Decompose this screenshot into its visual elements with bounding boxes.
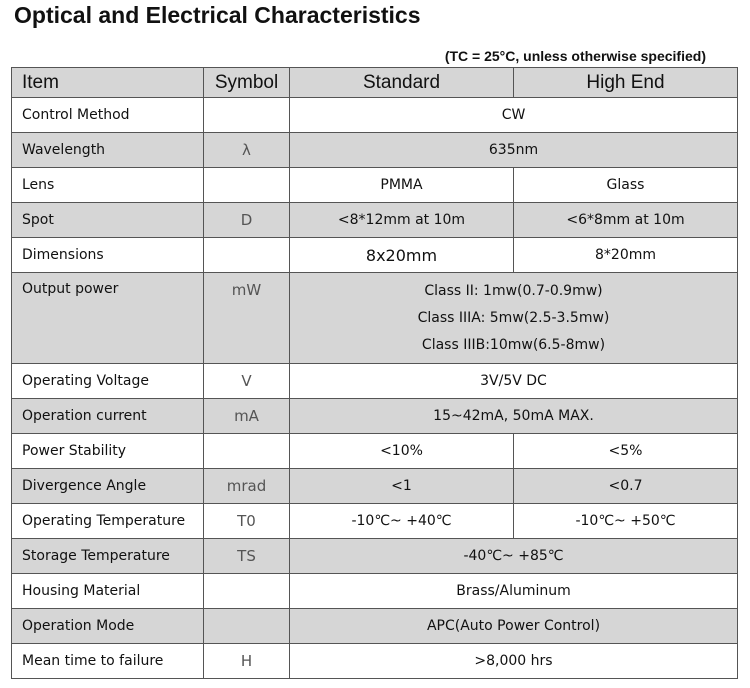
table-row [12,98,738,133]
table-row [12,574,738,609]
row-value: 15~42mA, 50mA MAX. [290,399,738,434]
table-row [12,273,738,364]
row-value: 3V/5V DC [290,364,738,399]
row-item: Storage Temperature [12,539,204,574]
row-item: Housing Material [12,574,204,609]
row-value: Brass/Aluminum [290,574,738,609]
row-high-end: <6*8mm at 10m [514,203,738,238]
row-value: 635nm [290,133,738,168]
table-row [12,469,738,504]
row-high-end: <5% [514,434,738,469]
row-high-end: -10℃~ +50℃ [514,504,738,539]
row-item: Power Stability [12,434,204,469]
header-high-end: High End [514,68,738,98]
row-value: >8,000 hrs [290,644,738,679]
row-high-end: 8*20mm [514,238,738,273]
row-symbol [204,609,290,644]
header-item: Item [12,68,204,98]
row-item: Operation current [12,399,204,434]
row-symbol: D [204,203,290,238]
header-row [12,68,738,98]
row-value: -40℃~ +85℃ [290,539,738,574]
row-item: Operating Temperature [12,504,204,539]
characteristics-table [11,67,738,679]
row-symbol: TS [204,539,290,574]
row-symbol: T0 [204,504,290,539]
row-item: Wavelength [12,133,204,168]
row-item: Control Method [12,98,204,133]
row-item: Lens [12,168,204,203]
table-row [12,434,738,469]
output-power-line: Class IIIB:10mw(6.5-8mw) [421,336,606,353]
row-symbol: λ [204,133,290,168]
row-item: Spot [12,203,204,238]
table-row [12,133,738,168]
row-standard: <10% [290,434,514,469]
row-standard: -10℃~ +40℃ [290,504,514,539]
row-standard: 8x20mm [290,238,514,273]
row-item: Dimensions [12,238,204,273]
table-row [12,539,738,574]
row-standard: PMMA [290,168,514,203]
table-row [12,504,738,539]
row-value: CW [290,98,738,133]
row-symbol [204,98,290,133]
row-symbol: V [204,364,290,399]
row-value [290,273,738,364]
output-power-line: Class II: 1mw(0.7-0.9mw) [424,282,603,299]
table-row [12,399,738,434]
row-symbol: mrad [204,469,290,504]
table-row [12,203,738,238]
row-high-end: Glass [514,168,738,203]
row-symbol [204,238,290,273]
table-row [12,644,738,679]
table-row [12,609,738,644]
header-standard: Standard [290,68,514,98]
row-symbol: mW [204,273,290,364]
row-item: Operation Mode [12,609,204,644]
row-standard: <8*12mm at 10m [290,203,514,238]
row-symbol [204,574,290,609]
row-item: Divergence Angle [12,469,204,504]
table-row [12,364,738,399]
table-row [12,238,738,273]
table-row [12,168,738,203]
row-symbol [204,168,290,203]
row-symbol [204,434,290,469]
row-high-end: <0.7 [514,469,738,504]
row-item: Output power [12,273,204,364]
page-title: Optical and Electrical Characteristics [14,2,421,28]
header-symbol: Symbol [204,68,290,98]
conditions-note: (TC = 25°C, unless otherwise specified) [444,48,706,64]
row-item: Operating Voltage [12,364,204,399]
row-symbol: H [204,644,290,679]
row-standard: <1 [290,469,514,504]
output-power-line: Class IIIA: 5mw(2.5-3.5mw) [417,309,610,326]
row-item: Mean time to failure [12,644,204,679]
row-symbol: mA [204,399,290,434]
row-value: APC(Auto Power Control) [290,609,738,644]
